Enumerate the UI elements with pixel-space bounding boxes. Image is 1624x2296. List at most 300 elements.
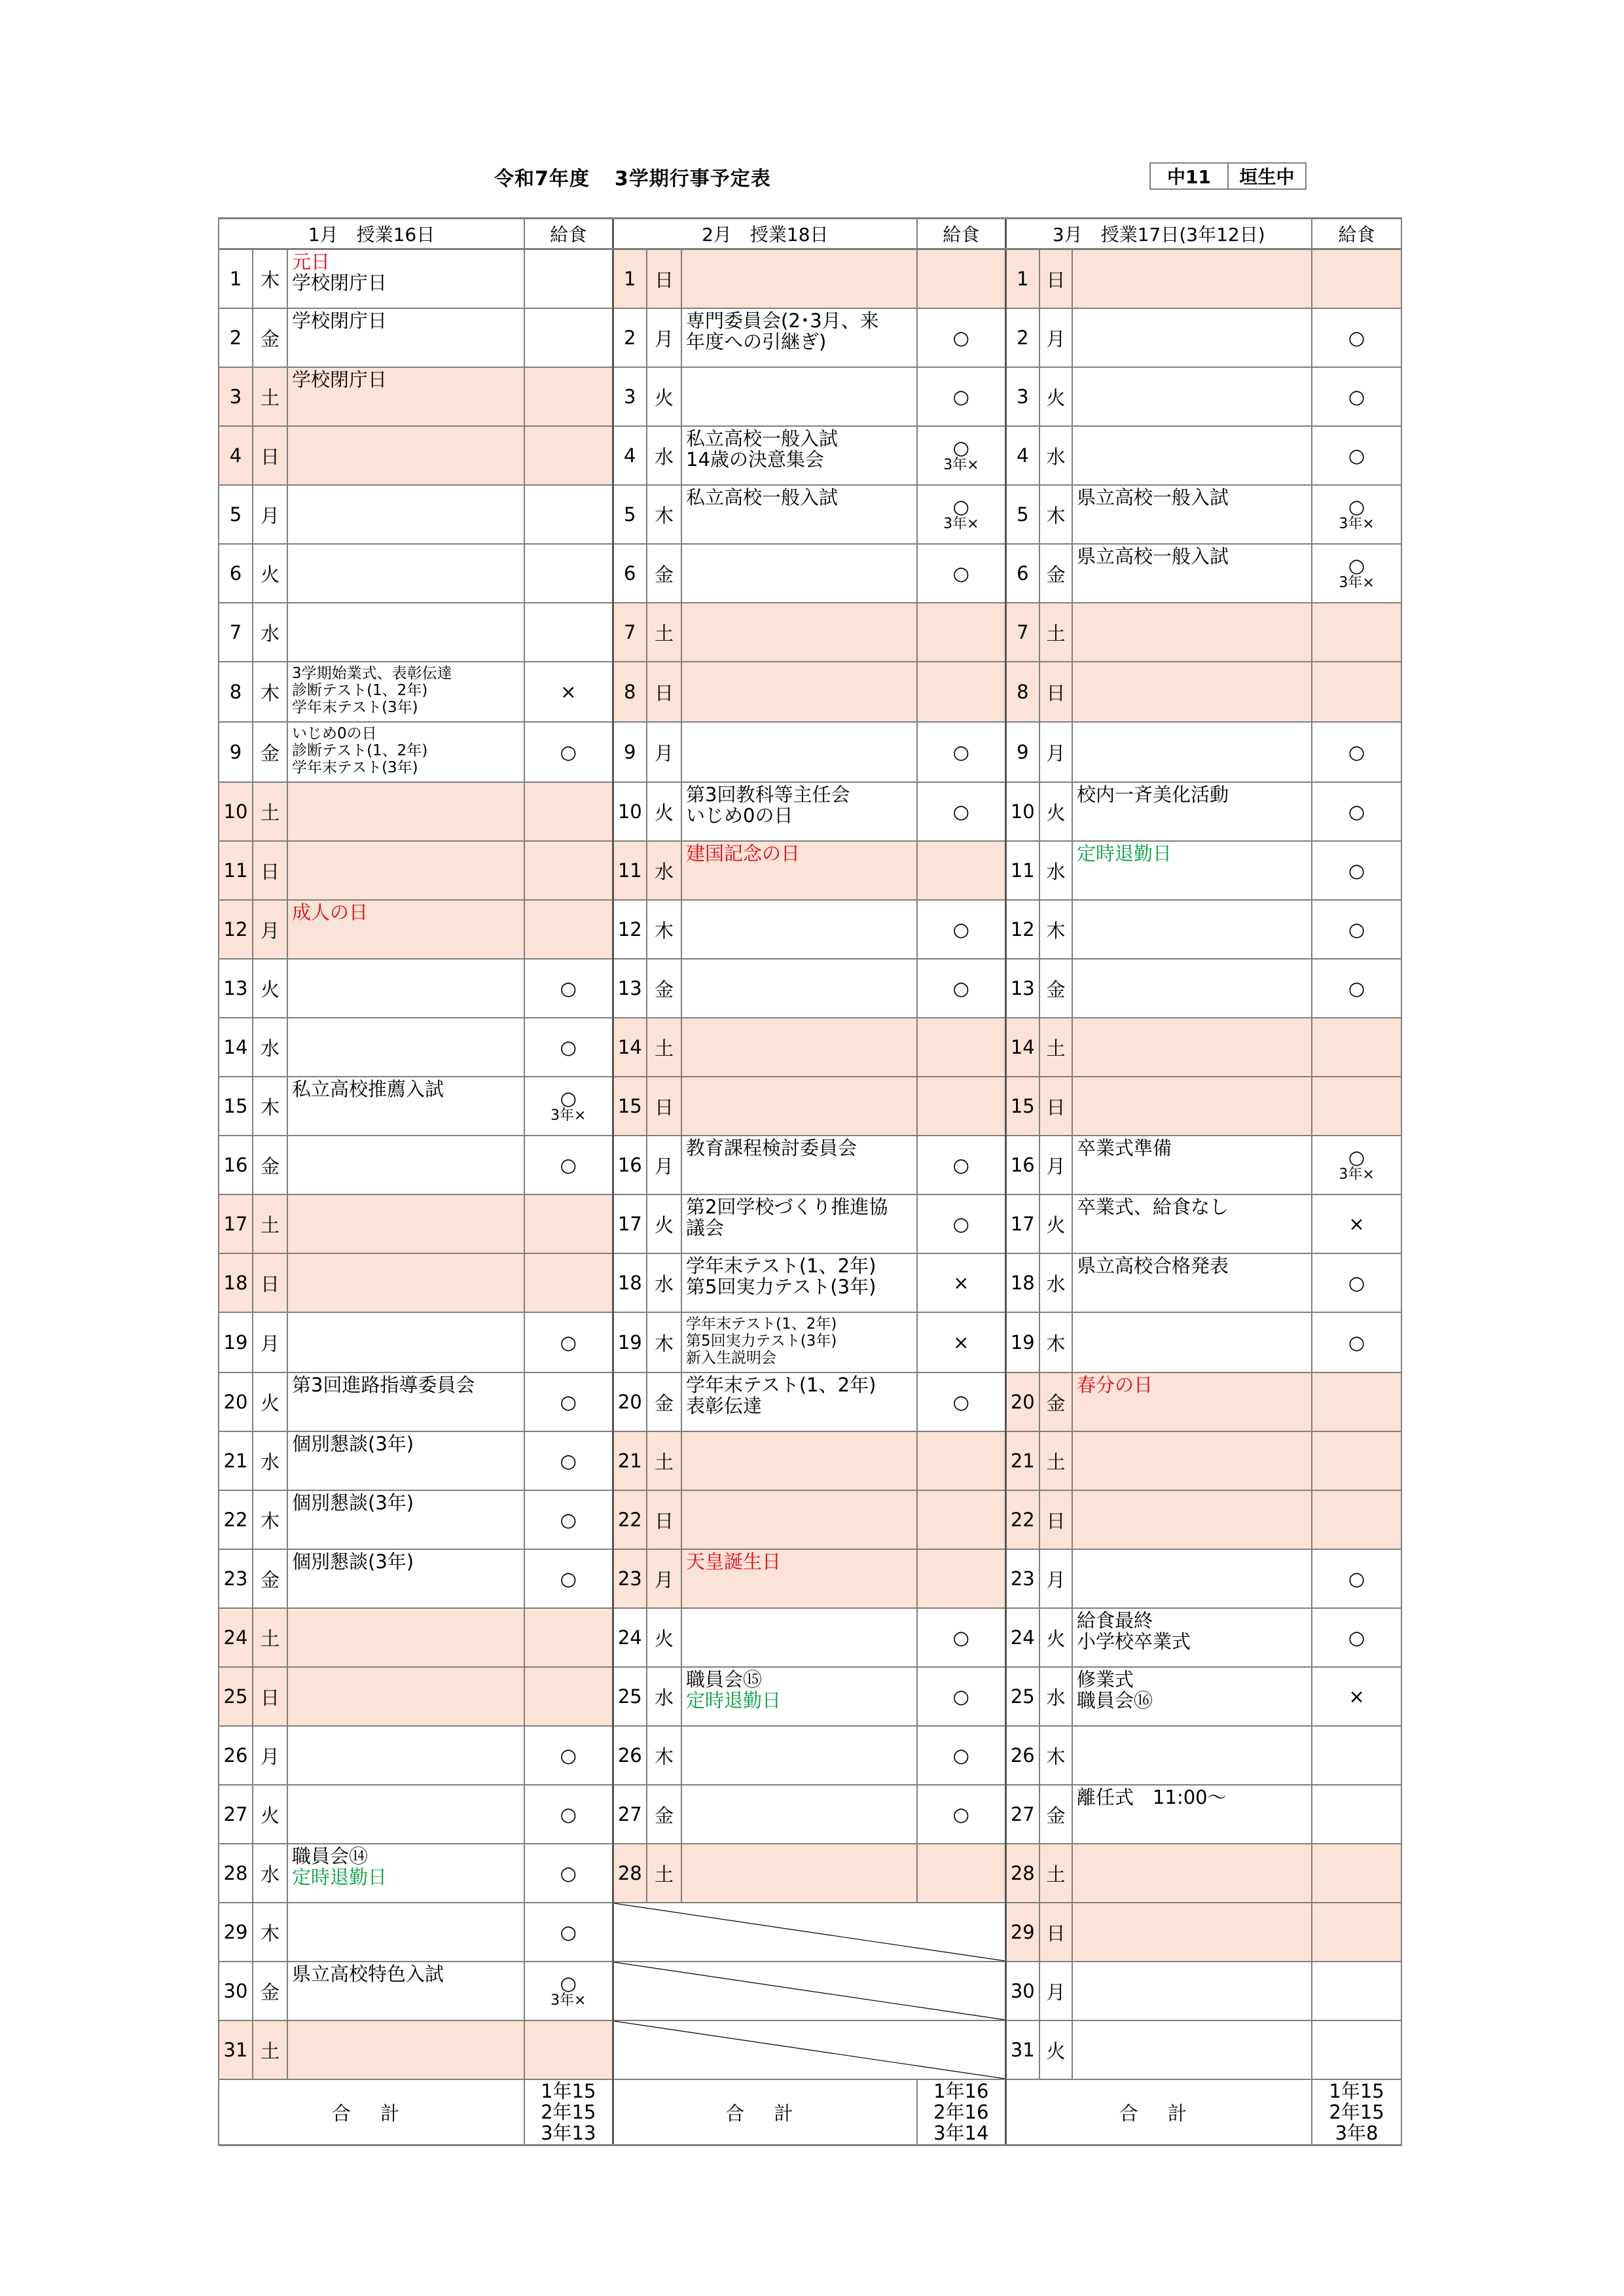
march-day-number: 31 [1005, 2020, 1039, 2079]
january-weekday: 水 [253, 1018, 287, 1077]
february-day-number: 17 [613, 1194, 647, 1253]
march-day-number: 5 [1005, 485, 1039, 544]
school-name: 垣生中 [1239, 166, 1295, 188]
january-day-number: 18 [219, 1253, 253, 1312]
event-text: 職員会⑯ [1077, 1689, 1153, 1712]
event-text: 議会 [686, 1217, 725, 1239]
february-event-cell [681, 485, 917, 544]
day-row [219, 662, 1401, 722]
february-event-cell [681, 722, 917, 782]
january-lunch-cell [524, 662, 613, 722]
diagonal-strike-icon [614, 1903, 1005, 1961]
march-event-cell [1072, 1667, 1312, 1726]
february-weekday: 日 [647, 662, 681, 722]
february-weekday: 月 [647, 1549, 681, 1608]
february-day-number: 7 [613, 603, 647, 662]
march-event-cell [1072, 900, 1312, 959]
march-day-number: 3 [1005, 367, 1039, 426]
day-row [219, 900, 1401, 959]
march-event-cell [1072, 1194, 1312, 1253]
february-event-cell [681, 782, 917, 841]
january-weekday: 木 [253, 1077, 287, 1136]
lunch-mark: ○ [1348, 444, 1365, 467]
school-id-box [1149, 162, 1307, 190]
march-lunch-cell [1312, 1726, 1401, 1785]
february-day-number: 8 [613, 662, 647, 722]
lunch-mark: ○ [560, 1331, 577, 1354]
march-day-number: 1 [1005, 249, 1039, 309]
march-day-number: 10 [1005, 782, 1039, 841]
lunch-mark: ○ [1348, 1272, 1365, 1294]
march-weekday: 日 [1039, 249, 1072, 309]
january-event-cell [287, 662, 524, 722]
schedule-table [218, 217, 1402, 2146]
february-lunch-cell [917, 782, 1005, 841]
february-lunch-cell [917, 1194, 1005, 1253]
march-event-cell [1072, 841, 1312, 900]
january-weekday: 火 [253, 959, 287, 1018]
march-total-values [1312, 2079, 1401, 2145]
january-day-number: 14 [219, 1018, 253, 1077]
event-text: 県立高校一般入試 [1077, 545, 1229, 567]
february-event-cell [681, 1253, 917, 1312]
january-weekday: 火 [253, 544, 287, 603]
march-day-number: 7 [1005, 603, 1039, 662]
march-event-cell [1072, 782, 1312, 841]
february-weekday: 水 [647, 1253, 681, 1312]
day-row [219, 1903, 1401, 1962]
february-weekday: 火 [647, 367, 681, 426]
january-event-cell [287, 1667, 524, 1726]
january-weekday: 土 [253, 367, 287, 426]
totals-row [219, 2079, 1401, 2145]
event-text: 3学期始業式、表彰伝達 [292, 665, 452, 682]
january-total-label: 合 計 [219, 2079, 524, 2145]
january-event-cell [287, 782, 524, 841]
march-day-number: 30 [1005, 1962, 1039, 2020]
january-day-number: 29 [219, 1903, 253, 1962]
january-day-number: 13 [219, 959, 253, 1018]
holiday-label: 春分の日 [1077, 1374, 1153, 1396]
january-weekday: 木 [253, 1490, 287, 1549]
february-weekday: 金 [647, 959, 681, 1018]
march-event-cell [1072, 1372, 1312, 1431]
february-lunch-cell [917, 367, 1005, 426]
lunch-mark: ○ [1348, 977, 1365, 999]
february-day-number: 23 [613, 1549, 647, 1608]
march-weekday: 月 [1039, 1136, 1072, 1194]
lunch-mark: ○ [1348, 1626, 1365, 1649]
january-lunch-cell [524, 1962, 613, 2020]
lunch-header-february: 給食 [917, 219, 1005, 249]
january-day-number: 21 [219, 1431, 253, 1490]
lunch-mark: ○ [952, 1803, 969, 1825]
event-text: 年度への引継ぎ) [686, 331, 827, 353]
january-lunch-cell [524, 2020, 613, 2079]
lunch-mark: ○ [952, 495, 969, 518]
event-text: 離任式 11:00～ [1077, 1786, 1227, 1808]
event-text: 学校閉庁日 [292, 368, 388, 391]
january-weekday: 木 [253, 249, 287, 309]
march-day-number: 28 [1005, 1844, 1039, 1903]
february-event-cell [681, 1490, 917, 1549]
february-day-number: 11 [613, 841, 647, 900]
february-event-cell [681, 544, 917, 603]
february-weekday: 日 [647, 1077, 681, 1136]
lunch-mark: ○ [560, 1087, 577, 1109]
february-day-number: 22 [613, 1490, 647, 1549]
january-day-number: 5 [219, 485, 253, 544]
january-lunch-cell [524, 959, 613, 1018]
january-weekday: 金 [253, 1549, 287, 1608]
february-day-number: 18 [613, 1253, 647, 1312]
march-event-cell [1072, 1253, 1312, 1312]
lunch-mark: ○ [1348, 327, 1365, 349]
february-event-cell [681, 1608, 917, 1667]
february-day-number: 28 [613, 1844, 647, 1903]
february-event-cell [681, 603, 917, 662]
document-title [494, 162, 796, 191]
lunch-mark: ○ [952, 800, 969, 823]
february-lunch-cell [917, 722, 1005, 782]
february-day-number: 5 [613, 485, 647, 544]
february-event-cell [681, 1018, 917, 1077]
february-event-cell [681, 1431, 917, 1490]
march-weekday: 土 [1039, 1018, 1072, 1077]
month-header-january: 1月 授業16日 [219, 219, 524, 249]
total-line: 2年16 [933, 2101, 989, 2123]
march-lunch-cell [1312, 485, 1401, 544]
january-event-cell [287, 1844, 524, 1903]
march-lunch-cell [1312, 1549, 1401, 1608]
march-day-number: 20 [1005, 1372, 1039, 1431]
january-lunch-cell [524, 1608, 613, 1667]
march-lunch-cell [1312, 1372, 1401, 1431]
january-day-number: 31 [219, 2020, 253, 2079]
event-text: 診断テスト(1、2年) [292, 742, 428, 759]
january-event-cell [287, 1962, 524, 2020]
event-text: 学年末テスト(1、2年) [686, 1374, 876, 1396]
february-day-number: 3 [613, 367, 647, 426]
lunch-mark: ○ [560, 1921, 577, 1943]
january-day-number: 17 [219, 1194, 253, 1253]
january-event-cell [287, 959, 524, 1018]
january-event-cell [287, 1549, 524, 1608]
february-event-cell [681, 1136, 917, 1194]
march-weekday: 火 [1039, 1608, 1072, 1667]
february-lunch-cell [917, 900, 1005, 959]
january-day-number: 16 [219, 1136, 253, 1194]
march-weekday: 火 [1039, 367, 1072, 426]
march-event-cell [1072, 1844, 1312, 1903]
lunch-mark: × [560, 681, 577, 703]
march-lunch-cell [1312, 308, 1401, 367]
january-event-cell [287, 1194, 524, 1253]
january-day-number: 22 [219, 1490, 253, 1549]
event-text: 第5回実力テスト(3年) [686, 1276, 876, 1298]
lunch-mark: ○ [952, 1744, 969, 1767]
january-weekday: 木 [253, 1903, 287, 1962]
january-event-cell [287, 900, 524, 959]
january-weekday: 土 [253, 2020, 287, 2079]
january-weekday: 金 [253, 308, 287, 367]
march-weekday: 木 [1039, 485, 1072, 544]
event-text: 表彰伝達 [686, 1395, 763, 1417]
january-weekday: 土 [253, 1194, 287, 1253]
march-lunch-cell [1312, 1490, 1401, 1549]
march-day-number: 22 [1005, 1490, 1039, 1549]
february-weekday: 木 [647, 900, 681, 959]
february-lunch-cell [917, 1018, 1005, 1077]
day-row [219, 544, 1401, 603]
march-day-number: 19 [1005, 1312, 1039, 1372]
not-applicable-cell [613, 2020, 1005, 2079]
march-event-cell [1072, 1077, 1312, 1136]
lunch-exception: 3年× [1339, 575, 1375, 591]
event-text: 私立高校一般入試 [686, 427, 839, 450]
january-weekday: 水 [253, 1431, 287, 1490]
total-line: 3年14 [933, 2122, 989, 2144]
day-row [219, 603, 1401, 662]
march-lunch-cell [1312, 1431, 1401, 1490]
february-weekday: 日 [647, 1490, 681, 1549]
february-weekday: 木 [647, 1312, 681, 1372]
event-text: 専門委員会(2･3月、来 [686, 310, 879, 332]
january-weekday: 月 [253, 900, 287, 959]
january-day-number: 25 [219, 1667, 253, 1726]
march-lunch-cell [1312, 1253, 1401, 1312]
january-weekday: 木 [253, 662, 287, 722]
day-row [219, 249, 1401, 309]
march-lunch-cell [1312, 1194, 1401, 1253]
march-lunch-cell [1312, 1962, 1401, 2020]
event-text: いじめ0の日 [292, 725, 377, 742]
january-lunch-cell [524, 1903, 613, 1962]
february-day-number: 13 [613, 959, 647, 1018]
march-lunch-cell [1312, 2020, 1401, 2079]
february-lunch-cell [917, 1136, 1005, 1194]
february-weekday: 火 [647, 1608, 681, 1667]
march-event-cell [1072, 722, 1312, 782]
january-lunch-cell [524, 1667, 613, 1726]
february-weekday: 月 [647, 1136, 681, 1194]
january-event-cell [287, 308, 524, 367]
teiji-label: 定時退勤日 [292, 1866, 388, 1888]
lunch-mark: ○ [952, 918, 969, 941]
february-weekday: 土 [647, 1844, 681, 1903]
total-line: 3年13 [541, 2122, 596, 2144]
march-weekday: 月 [1039, 308, 1072, 367]
february-day-number: 9 [613, 722, 647, 782]
lunch-mark: ○ [560, 1391, 577, 1413]
day-row [219, 1018, 1401, 1077]
day-row [219, 2020, 1401, 2079]
march-day-number: 13 [1005, 959, 1039, 1018]
february-event-cell [681, 1077, 917, 1136]
event-text: 校内一斉美化活動 [1077, 783, 1229, 806]
february-event-cell [681, 426, 917, 485]
january-event-cell [287, 1431, 524, 1490]
march-event-cell [1072, 308, 1312, 367]
lunch-mark: ○ [560, 1744, 577, 1767]
january-weekday: 金 [253, 1136, 287, 1194]
january-weekday: 月 [253, 1726, 287, 1785]
february-lunch-cell [917, 308, 1005, 367]
holiday-label: 建国記念の日 [686, 842, 801, 865]
january-lunch-cell [524, 1372, 613, 1431]
teiji-label: 定時退勤日 [1077, 842, 1172, 865]
march-lunch-cell [1312, 841, 1401, 900]
march-weekday: 木 [1039, 900, 1072, 959]
february-event-cell [681, 1667, 917, 1726]
lunch-mark: ○ [1348, 859, 1365, 882]
event-text: 教育課程検討委員会 [686, 1137, 857, 1159]
march-day-number: 9 [1005, 722, 1039, 782]
january-day-number: 11 [219, 841, 253, 900]
march-total-label: 合 計 [1005, 2079, 1312, 2145]
january-lunch-cell [524, 249, 613, 309]
lunch-exception: 3年× [550, 1107, 586, 1124]
lunch-mark: ○ [560, 1036, 577, 1058]
march-lunch-cell [1312, 1077, 1401, 1136]
february-weekday: 金 [647, 1785, 681, 1844]
january-lunch-cell [524, 1785, 613, 1844]
school-code: 中11 [1151, 164, 1229, 188]
january-lunch-cell [524, 1018, 613, 1077]
march-weekday: 木 [1039, 1312, 1072, 1372]
march-lunch-cell [1312, 959, 1401, 1018]
event-text: 14歳の決意集会 [686, 448, 824, 471]
lunch-exception: 3年× [1339, 516, 1375, 532]
day-row [219, 1962, 1401, 2020]
day-row [219, 1253, 1401, 1312]
event-text: 私立高校推薦入試 [292, 1078, 444, 1100]
january-event-cell [287, 1785, 524, 1844]
march-weekday: 日 [1039, 1490, 1072, 1549]
february-lunch-cell [917, 662, 1005, 722]
february-day-number: 2 [613, 308, 647, 367]
january-day-number: 3 [219, 367, 253, 426]
february-day-number: 26 [613, 1726, 647, 1785]
day-row [219, 1194, 1401, 1253]
lunch-mark: ○ [560, 1568, 577, 1590]
january-day-number: 12 [219, 900, 253, 959]
january-event-cell [287, 2020, 524, 2079]
january-day-number: 24 [219, 1608, 253, 1667]
february-event-cell [681, 1549, 917, 1608]
march-day-number: 2 [1005, 308, 1039, 367]
february-lunch-cell [917, 426, 1005, 485]
event-text: 小学校卒業式 [1077, 1630, 1191, 1653]
january-weekday: 日 [253, 841, 287, 900]
march-weekday: 土 [1039, 1431, 1072, 1490]
diagonal-strike-icon [614, 2021, 1005, 2079]
march-day-number: 24 [1005, 1608, 1039, 1667]
march-lunch-cell [1312, 1903, 1401, 1962]
february-day-number: 20 [613, 1372, 647, 1431]
january-day-number: 9 [219, 722, 253, 782]
march-day-number: 18 [1005, 1253, 1039, 1312]
march-event-cell [1072, 2020, 1312, 2079]
day-row [219, 308, 1401, 367]
march-day-number: 21 [1005, 1431, 1039, 1490]
march-lunch-cell [1312, 1844, 1401, 1903]
march-day-number: 14 [1005, 1018, 1039, 1077]
february-lunch-cell [917, 1077, 1005, 1136]
lunch-mark: ○ [1348, 1146, 1365, 1168]
march-lunch-cell [1312, 1785, 1401, 1844]
february-day-number: 24 [613, 1608, 647, 1667]
february-lunch-cell [917, 485, 1005, 544]
lunch-mark: ○ [560, 977, 577, 999]
march-weekday: 土 [1039, 603, 1072, 662]
event-text: 給食最終 [1077, 1609, 1153, 1632]
february-day-number: 27 [613, 1785, 647, 1844]
event-text: 第3回教科等主任会 [686, 783, 850, 806]
january-day-number: 8 [219, 662, 253, 722]
lunch-mark: ○ [1348, 1568, 1365, 1590]
february-weekday: 金 [647, 1372, 681, 1431]
february-lunch-cell [917, 1726, 1005, 1785]
january-lunch-cell [524, 1253, 613, 1312]
february-event-cell [681, 1785, 917, 1844]
day-row [219, 1372, 1401, 1431]
february-lunch-cell [917, 544, 1005, 603]
january-event-cell [287, 1136, 524, 1194]
lunch-mark: ○ [560, 1154, 577, 1176]
event-text: 県立高校特色入試 [292, 1963, 444, 1985]
february-event-cell [681, 841, 917, 900]
january-lunch-cell [524, 1136, 613, 1194]
march-event-cell [1072, 485, 1312, 544]
january-lunch-cell [524, 1312, 613, 1372]
february-event-cell [681, 1372, 917, 1431]
title-main: 3学期行事予定表 [614, 168, 771, 190]
march-weekday: 日 [1039, 662, 1072, 722]
lunch-mark: ○ [952, 1213, 969, 1235]
february-lunch-cell [917, 959, 1005, 1018]
january-day-number: 10 [219, 782, 253, 841]
event-text: 個別懇談(3年) [292, 1551, 414, 1573]
february-event-cell [681, 1312, 917, 1372]
february-total-label: 合 計 [613, 2079, 917, 2145]
day-row [219, 1726, 1401, 1785]
january-event-cell [287, 1312, 524, 1372]
not-applicable-cell [613, 1903, 1005, 1962]
february-day-number: 25 [613, 1667, 647, 1726]
january-day-number: 7 [219, 603, 253, 662]
january-event-cell [287, 1018, 524, 1077]
march-day-number: 6 [1005, 544, 1039, 603]
february-event-cell [681, 662, 917, 722]
january-event-cell [287, 1372, 524, 1431]
january-event-cell [287, 426, 524, 485]
march-event-cell [1072, 1903, 1312, 1962]
lunch-mark: ○ [560, 1972, 577, 1994]
march-day-number: 23 [1005, 1549, 1039, 1608]
march-event-cell [1072, 249, 1312, 309]
header-row [219, 219, 1401, 249]
february-event-cell [681, 900, 917, 959]
lunch-exception: 3年× [943, 457, 979, 473]
march-lunch-cell [1312, 603, 1401, 662]
january-weekday: 月 [253, 485, 287, 544]
february-event-cell [681, 367, 917, 426]
january-event-cell [287, 722, 524, 782]
march-event-cell [1072, 1018, 1312, 1077]
february-day-number: 15 [613, 1077, 647, 1136]
march-event-cell [1072, 603, 1312, 662]
